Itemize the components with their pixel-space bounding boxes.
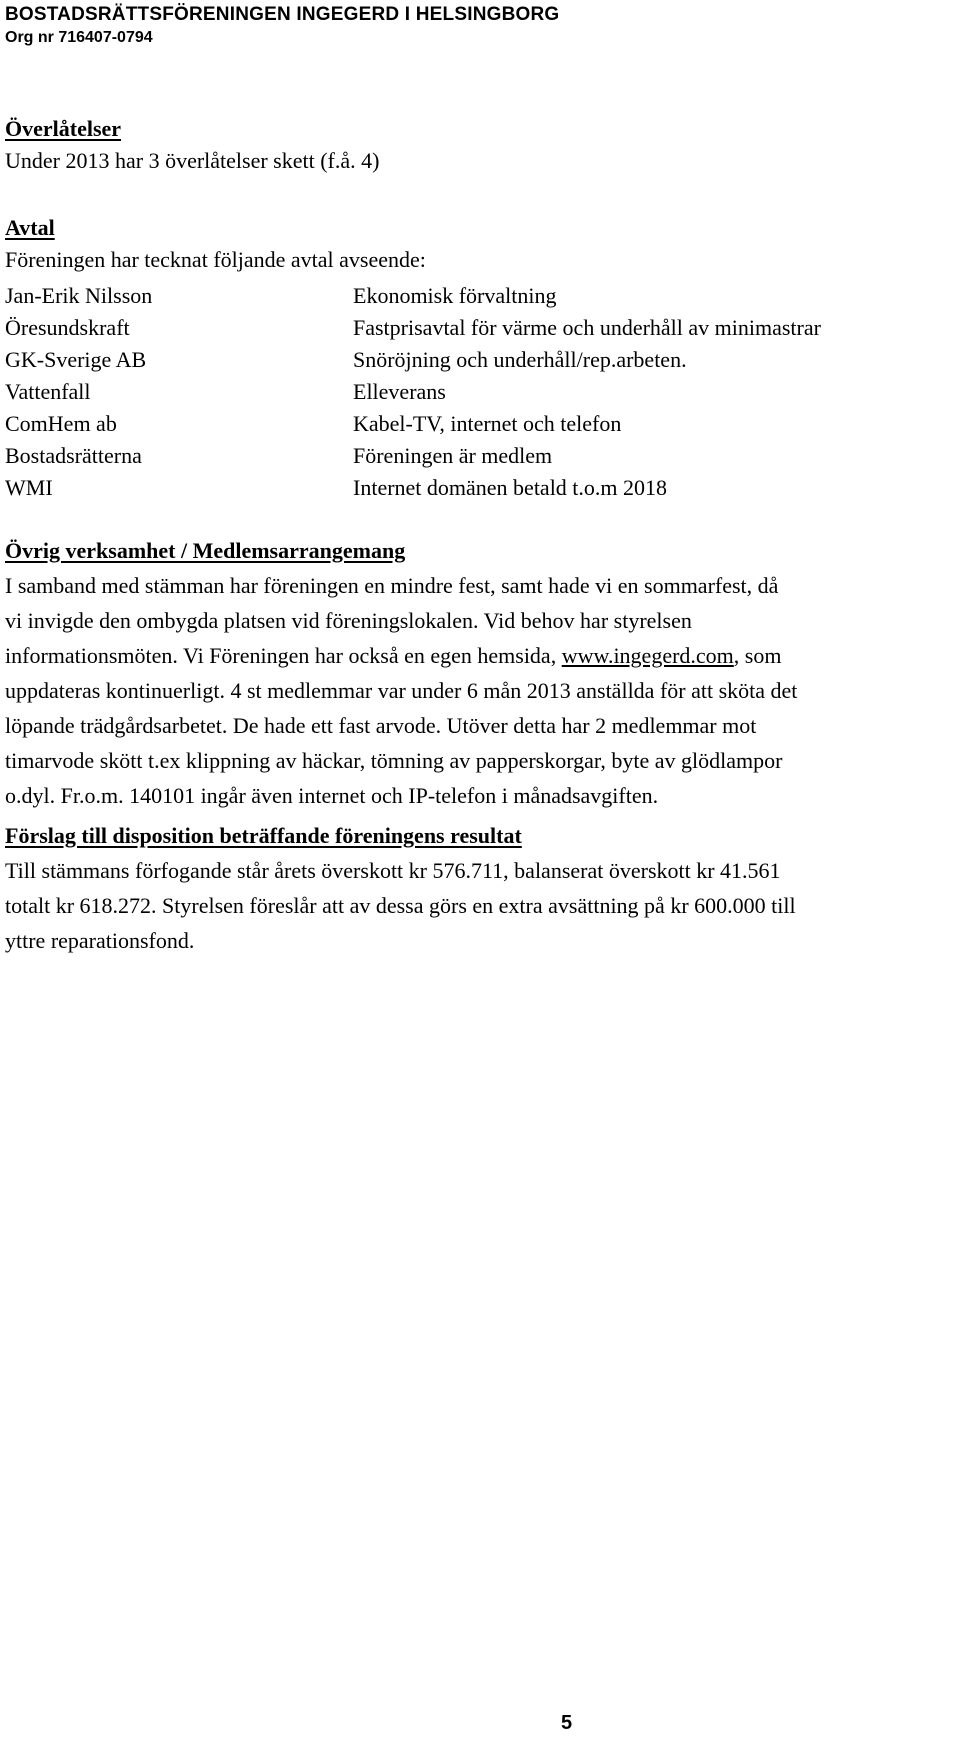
agreement-party: Jan-Erik Nilsson <box>5 283 153 308</box>
agreement-service: Fastprisavtal för värme och underhåll av minimastrar <box>353 315 821 340</box>
agreement-service: Elleverans <box>353 379 446 404</box>
paragraph-text: , som <box>733 643 782 668</box>
activities-heading: Övrig verksamhet / Medlemsarrangemang <box>5 538 406 563</box>
transfers-heading: Överlåtelser <box>5 116 122 141</box>
paragraph-line: totalt kr 618.272. Styrelsen föreslår att av dessa görs en extra avsättning på kr 600.000 till <box>5 893 796 918</box>
paragraph-text: informationsmöten. Vi Föreningen har också en egen hemsida, <box>5 643 562 668</box>
paragraph-line: yttre reparationsfond. <box>5 928 195 953</box>
transfers-text: Under 2013 har 3 överlåtelser skett (f.å. 4) <box>5 148 380 173</box>
agreement-service: Kabel-TV, internet och telefon <box>353 411 622 436</box>
paragraph-line: I samband med stämman har föreningen en mindre fest, samt hade vi en sommarfest, då <box>5 573 779 598</box>
agreement-party: Vattenfall <box>5 379 91 404</box>
agreement-service: Föreningen är medlem <box>353 443 553 468</box>
page-number: 5 <box>561 1712 573 1734</box>
paragraph-line: uppdateras kontinuerligt. 4 st medlemmar var under 6 mån 2013 anställda för att sköta det <box>5 678 798 703</box>
paragraph-line: timarvode skött t.ex klippning av häckar, tömning av papperskorgar, byte av glödlampor <box>5 748 783 773</box>
paragraph-line <box>5 638 935 673</box>
paragraph-line: Till stämmans förfogande står årets överskott kr 576.711, balanserat överskott kr 41.561 <box>5 858 781 883</box>
agreement-party: Öresundskraft <box>5 315 130 340</box>
agreement-party: WMI <box>5 475 53 500</box>
activities-paragraph <box>5 568 935 813</box>
paragraph-line: o.dyl. Fr.o.m. 140101 ingår även internet och IP-telefon i månadsavgiften. <box>5 783 659 808</box>
agreement-party: Bostadsrätterna <box>5 443 142 468</box>
proposal-paragraph <box>5 853 935 958</box>
agreement-service: Snöröjning och underhåll/rep.arbeten. <box>353 347 687 372</box>
agreement-party: ComHem ab <box>5 411 117 436</box>
agreement-service: Internet domänen betald t.o.m 2018 <box>353 475 668 500</box>
paragraph-line: vi invigde den ombygda platsen vid föreningslokalen. Vid behov har styrelsen <box>5 608 692 633</box>
association-name: BOSTADSRÄTTSFÖRENINGEN INGEGERD I HELSINGBORG <box>5 4 560 25</box>
agreements-heading: Avtal <box>5 215 55 240</box>
website-link[interactable]: www.ingegerd.com <box>561 643 734 668</box>
agreement-party: GK-Sverige AB <box>5 347 147 372</box>
document-header <box>5 2 559 48</box>
agreements-intro: Föreningen har tecknat följande avtal avseende: <box>5 247 426 272</box>
organization-number: Org nr 716407-0794 <box>5 29 153 46</box>
paragraph-line: löpande trädgårdsarbetet. De hade ett fast arvode. Utöver detta har 2 medlemmar mot <box>5 713 757 738</box>
proposal-heading: Förslag till disposition beträffande föreningens resultat <box>5 823 522 848</box>
agreement-service: Ekonomisk förvaltning <box>353 283 557 308</box>
